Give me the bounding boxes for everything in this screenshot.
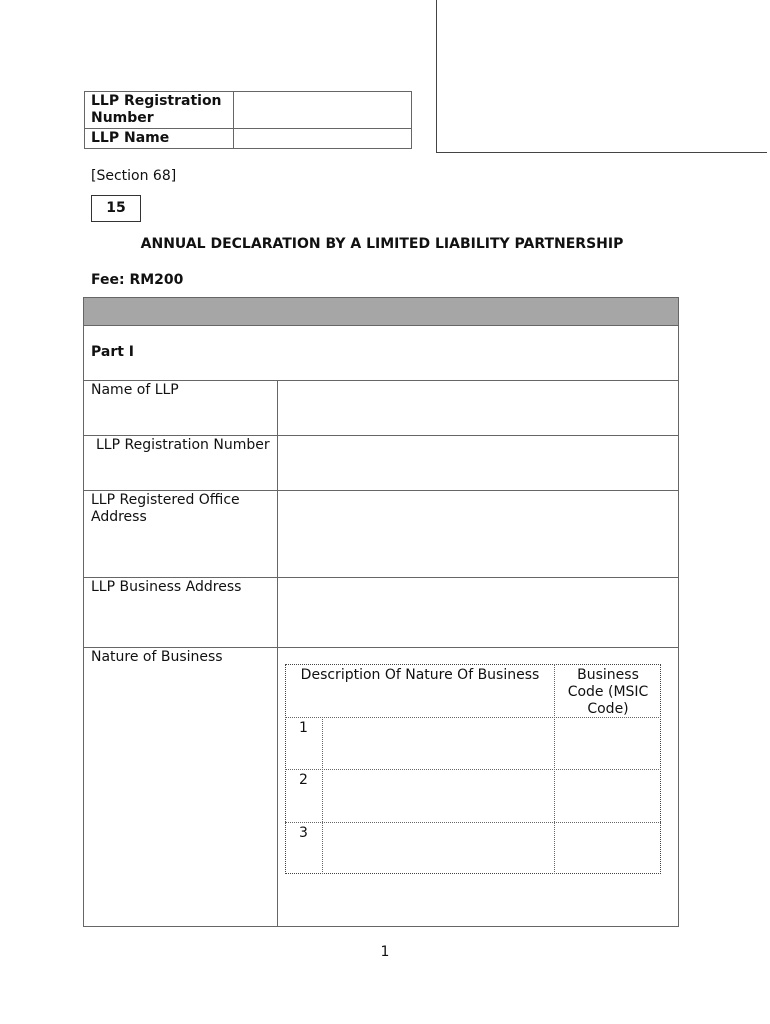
reg-number-field[interactable]: [234, 92, 412, 129]
description-field-3[interactable]: [323, 823, 554, 873]
description-column-header: Description Of Nature Of Business: [300, 667, 540, 683]
llp-name-label: LLP Name: [85, 129, 234, 149]
section-reference: [Section 68]: [91, 168, 177, 184]
business-code-field-1[interactable]: [555, 718, 660, 769]
description-field-1[interactable]: [323, 718, 554, 769]
row-divider: [83, 647, 679, 648]
fee-label: Fee: RM200: [91, 272, 184, 288]
part-label: Part I: [91, 344, 135, 360]
name-of-llp-label: Name of LLP: [91, 382, 179, 398]
llp-reg-number-label: LLP Registration Number: [96, 437, 270, 453]
business-address-label: LLP Business Address: [91, 579, 242, 595]
table-row-number: 1: [299, 720, 308, 736]
top-right-frame: [436, 0, 767, 153]
table-row-number: 2: [299, 772, 308, 788]
business-code-column-header: Business Code (MSIC Code): [567, 667, 649, 717]
table-row-number: 3: [299, 825, 308, 841]
description-field-2[interactable]: [323, 770, 554, 822]
header-shaded-bar: [84, 298, 678, 326]
nature-of-business-label: Nature of Business: [91, 649, 223, 665]
business-code-field-2[interactable]: [555, 770, 660, 822]
llp-name-field[interactable]: [234, 129, 412, 149]
business-code-field-3[interactable]: [555, 823, 660, 873]
page-number: 1: [380, 944, 390, 960]
llp-reg-number-field[interactable]: [278, 436, 678, 490]
form-number-box: 15: [91, 195, 141, 222]
name-of-llp-field[interactable]: [278, 381, 678, 435]
form-title: ANNUAL DECLARATION BY A LIMITED LIABILITY PARTNERSHIP: [140, 236, 624, 252]
business-address-field[interactable]: [278, 578, 678, 647]
llp-header-table: [84, 91, 412, 149]
registered-office-label: LLP Registered Office Address: [91, 492, 240, 525]
registered-office-field[interactable]: [278, 491, 678, 577]
reg-number-label: LLP Registration Number: [85, 92, 234, 129]
